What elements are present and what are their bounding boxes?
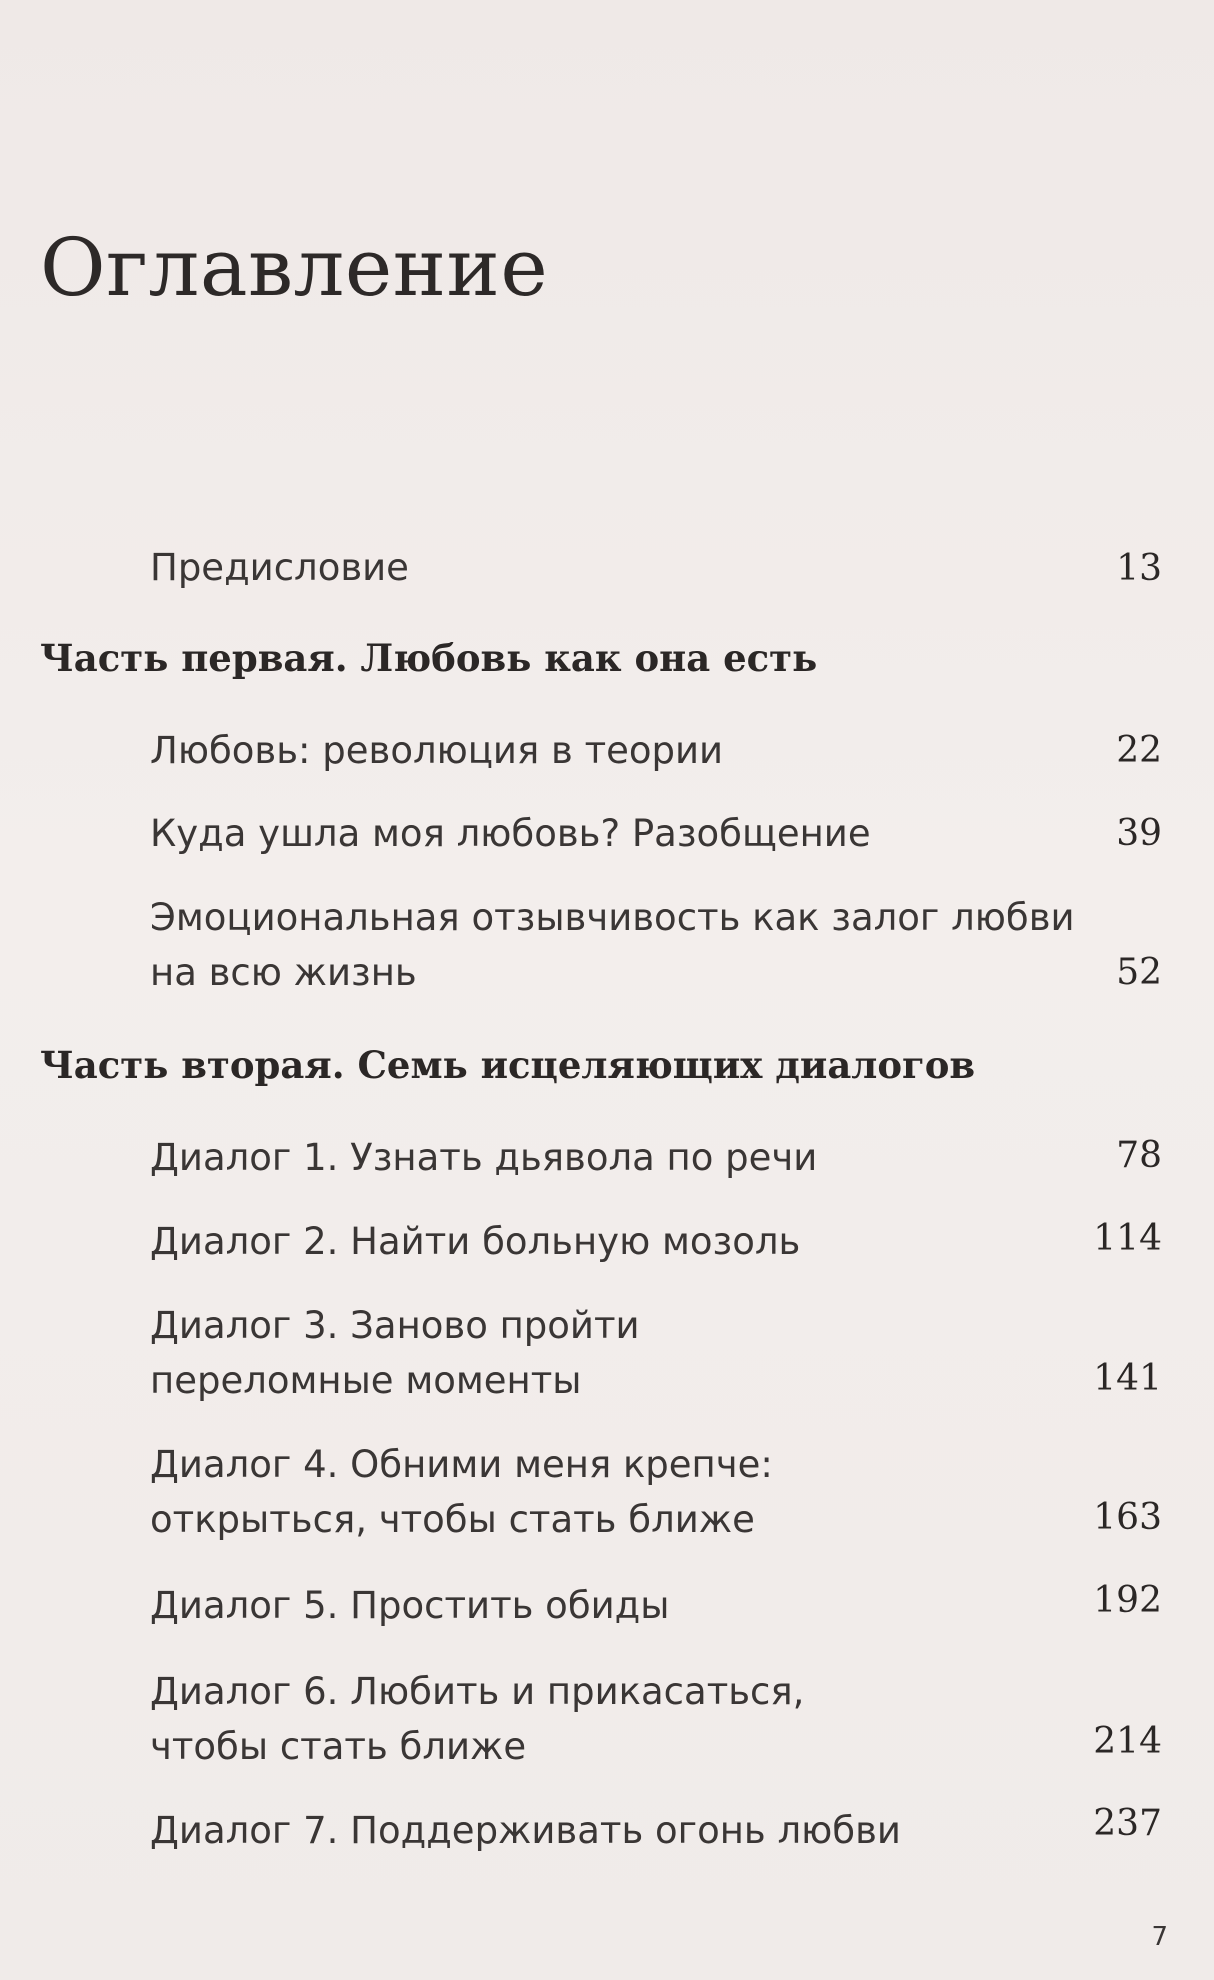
page-number: 7 xyxy=(1151,1922,1168,1952)
toc-entry-title: Диалог 3. Заново пройти переломные моменты xyxy=(150,1304,640,1402)
toc-entry-page: 114 xyxy=(1093,1218,1162,1259)
toc-entry-page: 192 xyxy=(1093,1580,1162,1621)
toc-entry-title: Диалог 7. Поддерживать огонь любви xyxy=(150,1809,901,1852)
toc-entry-title-preface: Предисловие xyxy=(150,546,409,589)
toc-entry-title: Диалог 1. Узнать дьявола по речи xyxy=(150,1136,818,1179)
toc-entry-title: Куда ушла моя любовь? Разобщение xyxy=(150,812,871,855)
toc-entry-title: Диалог 5. Простить обиды xyxy=(150,1584,670,1627)
toc-entry-title: Эмоциональная отзывчивость как залог любви на всю жизнь xyxy=(150,896,1075,994)
toc-entry-page: 141 xyxy=(1093,1358,1162,1399)
toc-entry-page: 78 xyxy=(1116,1135,1162,1176)
toc-entry-page: 163 xyxy=(1093,1497,1162,1538)
part-heading-2: Часть вторая. Семь исцеляющих диалогов xyxy=(40,1043,976,1087)
toc-entry-page: 237 xyxy=(1093,1803,1162,1844)
toc-entry-title: Диалог 2. Найти больную мозоль xyxy=(150,1220,801,1263)
toc-entry-page: 39 xyxy=(1116,813,1162,854)
toc-entry-page: 22 xyxy=(1116,730,1162,771)
page-title: Оглавление xyxy=(40,221,549,314)
toc-entry-page: 52 xyxy=(1116,952,1162,993)
toc-entry-title: Диалог 4. Обними меня крепче: открыться, чтобы стать ближе xyxy=(150,1443,773,1541)
toc-entry-page-preface: 13 xyxy=(1116,548,1162,589)
part-heading-1: Часть первая. Любовь как она есть xyxy=(40,636,818,680)
toc-entry-title: Диалог 6. Любить и прикасаться, чтобы стать ближе xyxy=(150,1670,805,1768)
toc-entry-title: Любовь: революция в теории xyxy=(150,729,724,772)
toc-entry-page: 214 xyxy=(1093,1721,1162,1762)
